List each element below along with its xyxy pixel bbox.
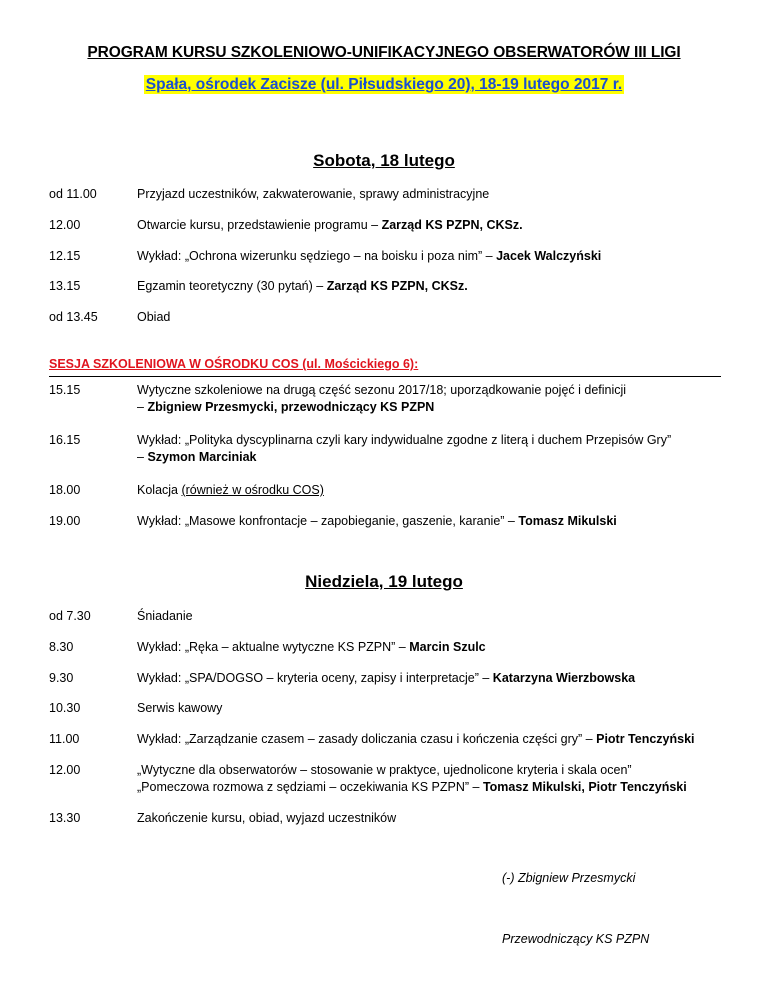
row-desc: „Wytyczne dla obserwatorów – stosowanie w praktyce, ujednolicone kryteria i skala ocen” „Pomeczowa rozmowa z sędziami – oczekiwania KS PZPN” – Tomasz Mikulski, Piotr Tenczyński (137, 763, 687, 794)
row-desc: Wytyczne szkoleniowe na drugą część sezonu 2017/18; uporządkowanie pojęć i definicji – Zbigniew Przesmycki, przewodniczący KS PZPN (137, 383, 627, 414)
row-time: 12.00 (49, 218, 81, 232)
row-time: od 11.00 (49, 187, 97, 201)
row-time: 15.15 (49, 383, 81, 397)
row-desc: Wykład: „Ręka – aktualne wytyczne KS PZPN” – Marcin Szulc (137, 640, 486, 654)
row-time: 11.00 (49, 732, 80, 746)
row-desc: Obiad (137, 310, 171, 324)
row-desc: Wykład: „Ochrona wizerunku sędziego – na boisku i poza nim” – Jacek Walczyński (137, 249, 602, 263)
signature-name: (-) Zbigniew Przesmycki (502, 871, 636, 885)
row-desc: Otwarcie kursu, przedstawienie programu – Zarząd KS PZPN, CKSz. (137, 218, 523, 232)
document-subtitle: Spała, ośrodek Zacisze (ul. Piłsudskiego 20), 18-19 lutego 2017 r. (145, 76, 623, 93)
row-time: 10.30 (49, 701, 81, 715)
row-desc: Śniadanie (137, 609, 193, 623)
row-desc: Wykład: „SPA/DOGSO – kryteria oceny, zapisy i interpretacje” – Katarzyna Wierzbowska (137, 671, 636, 685)
row-time: 12.00 (49, 763, 81, 777)
row-time: 18.00 (49, 483, 81, 497)
row-desc: Przyjazd uczestników, zakwaterowanie, sprawy administracyjne (137, 187, 490, 201)
row-desc: Zakończenie kursu, obiad, wyjazd uczestników (137, 811, 397, 825)
row-time: 8.30 (49, 640, 74, 654)
day-heading-saturday: Sobota, 18 lutego (313, 151, 455, 170)
row-desc: Wykład: „Masowe konfrontacje – zapobieganie, gaszenie, karanie” – Tomasz Mikulski (137, 514, 617, 528)
row-time: 13.30 (49, 811, 81, 825)
row-time: 19.00 (49, 514, 81, 528)
row-time: 12.15 (49, 249, 81, 263)
row-desc: Wykład: „Polityka dyscyplinarna czyli kary indywidualne zgodne z literą i duchem Przepisów Gry” – Szymon Marciniak (137, 433, 672, 464)
row-time: 13.15 (49, 279, 81, 293)
subtitle-wrap (0, 76, 768, 94)
row-desc: Serwis kawowy (137, 701, 223, 715)
row-time: 16.15 (49, 433, 81, 447)
row-desc: Egzamin teoretyczny (30 pytań) – Zarząd KS PZPN, CKSz. (137, 279, 468, 293)
row-desc: Kolacja (również w ośrodku COS) (137, 483, 324, 497)
row-time: od 7.30 (49, 609, 91, 623)
session-heading: SESJA SZKOLENIOWA W OŚRODKU COS (ul. Mościckiego 6): (49, 357, 419, 371)
signature-role: Przewodniczący KS PZPN (502, 932, 650, 946)
document-title: PROGRAM KURSU SZKOLENIOWO-UNIFIKACYJNEGO OBSERWATORÓW III LIGI (87, 44, 681, 61)
day-heading-sunday: Niedziela, 19 lutego (305, 572, 463, 591)
row-time: 9.30 (49, 671, 74, 685)
session-divider (49, 376, 721, 377)
row-desc: Wykład: „Zarządzanie czasem – zasady doliczania czasu i kończenia części gry” – Piotr Tenczyński (137, 732, 695, 746)
row-time: od 13.45 (49, 310, 98, 324)
